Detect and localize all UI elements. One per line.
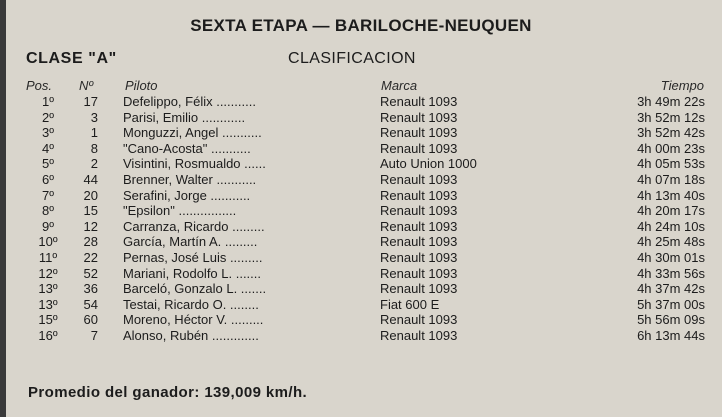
table-row — [0, 250, 722, 266]
header-num: Nº — [79, 78, 94, 93]
table-row — [0, 297, 722, 313]
cell-pos: 5º — [42, 156, 54, 172]
cell-piloto: "Epsilon" ................ — [123, 203, 237, 219]
header-piloto: Piloto — [125, 78, 158, 93]
table-row — [0, 219, 722, 235]
cell-num: 15 — [83, 203, 98, 219]
winner-average: Promedio del ganador: 139,009 km/h. — [28, 384, 308, 401]
cell-num: 52 — [83, 265, 98, 281]
cell-marca: Fiat 600 E — [380, 296, 440, 312]
cell-pos: 16º — [38, 327, 58, 343]
cell-num: 17 — [83, 94, 98, 109]
table-row — [0, 172, 722, 188]
cell-pos: 8º — [42, 203, 54, 219]
cell-tiempo: 4h 07m 18s — [637, 171, 705, 187]
cell-pos: 11º — [38, 249, 58, 265]
cell-num: 20 — [83, 187, 98, 203]
cell-num: 22 — [83, 249, 98, 265]
stage-title: SEXTA ETAPA — BARILOCHE-NEUQUEN — [190, 16, 532, 35]
cell-piloto: Mariani, Rodolfo L. ....... — [123, 265, 262, 281]
cell-marca: Renault 1093 — [380, 249, 458, 265]
cell-marca: Renault 1093 — [380, 140, 458, 156]
cell-tiempo: 5h 56m 09s — [637, 312, 705, 328]
table-row — [0, 156, 722, 172]
cell-marca: Renault 1093 — [380, 171, 458, 187]
cell-marca: Renault 1093 — [380, 281, 458, 297]
cell-marca: Renault 1093 — [380, 265, 458, 281]
cell-num: 3 — [90, 109, 98, 125]
table-row — [0, 328, 722, 344]
cell-marca: Renault 1093 — [380, 125, 458, 141]
cell-pos: 3º — [42, 125, 54, 141]
cell-tiempo: 4h 05m 53s — [637, 156, 705, 172]
cell-marca: Renault 1093 — [380, 234, 458, 250]
cell-tiempo: 3h 49m 22s — [637, 94, 705, 109]
header-marca: Marca — [381, 78, 418, 93]
cell-tiempo: 6h 13m 44s — [637, 327, 705, 343]
table-row — [0, 188, 722, 204]
table-row — [0, 312, 722, 328]
cell-piloto: Brenner, Walter ........... — [123, 171, 257, 187]
table-row — [0, 203, 722, 219]
table-row — [0, 141, 722, 157]
cell-tiempo: 4h 33m 56s — [637, 265, 705, 281]
cell-num: 60 — [83, 312, 98, 328]
table-row — [0, 125, 722, 141]
cell-marca: Renault 1093 — [380, 203, 458, 219]
cell-pos: 13º — [38, 281, 58, 297]
cell-num: 28 — [83, 234, 98, 250]
cell-num: 2 — [90, 156, 98, 172]
cell-piloto: Parisi, Emilio ............ — [123, 109, 246, 125]
cell-pos: 2º — [42, 109, 54, 125]
cell-marca: Renault 1093 — [380, 218, 458, 234]
cell-num: 7 — [90, 327, 98, 343]
cell-tiempo: 5h 37m 00s — [637, 296, 705, 312]
cell-piloto: Testai, Ricardo O. ........ — [123, 296, 259, 312]
cell-num: 36 — [83, 281, 98, 297]
cell-marca: Renault 1093 — [380, 312, 458, 328]
header-pos: Pos. — [26, 78, 53, 93]
table-row — [0, 266, 722, 282]
cell-marca: Renault 1093 — [380, 327, 458, 343]
cell-pos: 15º — [38, 312, 58, 328]
cell-tiempo: 4h 25m 48s — [637, 234, 705, 250]
cell-tiempo: 4h 37m 42s — [637, 281, 705, 297]
cell-piloto: Defelippo, Félix ........... — [123, 94, 256, 109]
results-table — [0, 94, 722, 344]
cell-piloto: Visintini, Rosmualdo ...... — [123, 156, 266, 172]
table-row — [0, 281, 722, 297]
cell-pos: 12º — [38, 265, 58, 281]
table-row — [0, 234, 722, 250]
cell-marca: Renault 1093 — [380, 109, 458, 125]
cell-tiempo: 3h 52m 42s — [637, 125, 705, 141]
cell-piloto: Carranza, Ricardo ......... — [123, 218, 265, 234]
header-tiempo: Tiempo — [660, 78, 704, 93]
cell-pos: 7º — [42, 187, 54, 203]
cell-piloto: Moreno, Héctor V. ......... — [123, 312, 264, 328]
cell-tiempo: 4h 13m 40s — [637, 187, 705, 203]
cell-pos: 4º — [42, 140, 54, 156]
cell-tiempo: 4h 30m 01s — [637, 249, 705, 265]
cell-pos: 1º — [42, 94, 54, 109]
cell-tiempo: 3h 52m 12s — [637, 109, 705, 125]
cell-piloto: Monguzzi, Angel ........... — [123, 125, 262, 141]
cell-piloto: Barceló, Gonzalo L. ....... — [123, 281, 267, 297]
cell-piloto: "Cano-Acosta" ........... — [123, 140, 251, 156]
section-title: CLASIFICACION — [288, 50, 416, 67]
cell-piloto: García, Martín A. ......... — [123, 234, 258, 250]
cell-pos: 6º — [42, 171, 54, 187]
cell-num: 1 — [90, 125, 98, 141]
cell-pos: 13º — [38, 296, 58, 312]
class-label: CLASE "A" — [26, 50, 117, 67]
cell-pos: 9º — [42, 218, 54, 234]
cell-num: 54 — [83, 296, 98, 312]
cell-tiempo: 4h 20m 17s — [637, 203, 705, 219]
cell-pos: 10º — [38, 234, 58, 250]
table-row — [0, 94, 722, 110]
cell-tiempo: 4h 24m 10s — [637, 218, 705, 234]
table-row — [0, 110, 722, 126]
cell-num: 12 — [83, 218, 98, 234]
cell-num: 44 — [83, 171, 98, 187]
cell-piloto: Alonso, Rubén ............. — [123, 327, 259, 343]
cell-tiempo: 4h 00m 23s — [637, 140, 705, 156]
cell-marca: Renault 1093 — [380, 187, 458, 203]
cell-piloto: Pernas, José Luis ......... — [123, 249, 263, 265]
cell-piloto: Serafini, Jorge ........... — [123, 187, 251, 203]
cell-marca: Auto Union 1000 — [380, 156, 477, 172]
cell-marca: Renault 1093 — [380, 94, 458, 109]
cell-num: 8 — [90, 140, 98, 156]
